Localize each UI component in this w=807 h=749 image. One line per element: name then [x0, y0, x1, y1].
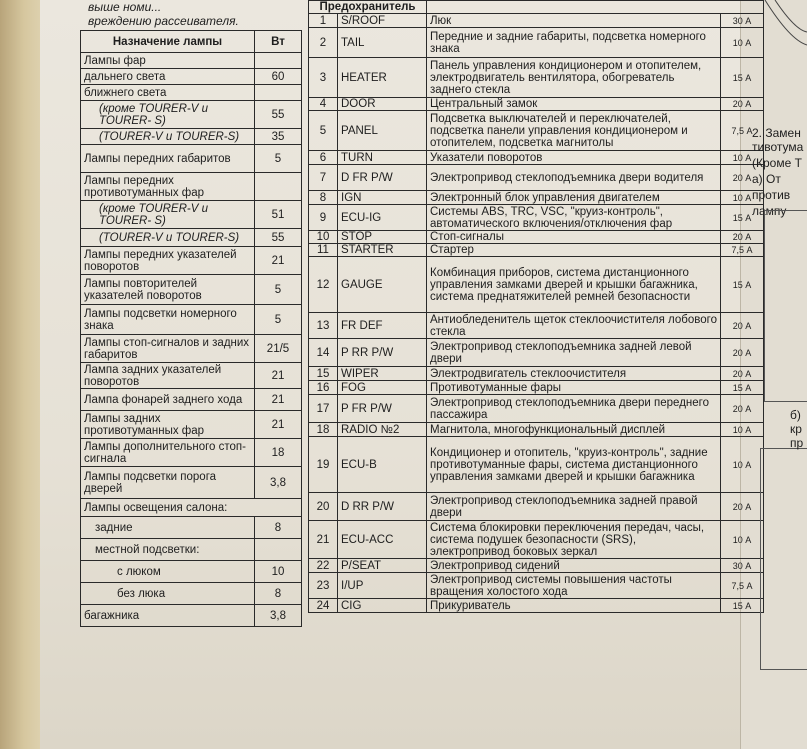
lamp-name: Лампы передних габаритов [81, 145, 255, 173]
side-figure-1 [764, 210, 807, 402]
fuse-amperage: 7,5 А [721, 573, 764, 599]
lamp-row [81, 201, 302, 229]
fuse-number: 21 [309, 521, 338, 559]
fuse-number: 23 [309, 573, 338, 599]
lamp-name: (TOURER-V и TOURER-S) [81, 229, 255, 247]
fuse-code: WIPER [338, 367, 427, 381]
side-text-line: (Кроме Т [752, 156, 802, 170]
fuse-row [309, 437, 764, 493]
lamp-name: Лампы повторителей указателей поворотов [81, 275, 255, 305]
lamp-watts: 51 [255, 201, 302, 229]
lamp-watts: 35 [255, 129, 302, 145]
fuse-description: Стоп-сигналы [427, 231, 721, 244]
fuse-number: 12 [309, 257, 338, 313]
fuse-amperage: 10 А [721, 191, 764, 205]
fuse-number: 4 [309, 98, 338, 111]
fuse-number: 15 [309, 367, 338, 381]
fuse-description: Антиобледенитель щеток стеклоочистителя лобового стекла [427, 313, 721, 339]
lamp-row [81, 467, 302, 499]
fuse-row [309, 367, 764, 381]
fuse-amperage: 10 А [721, 437, 764, 493]
fuse-code: PANEL [338, 111, 427, 151]
fuse-amperage: 7,5 А [721, 111, 764, 151]
side-text-line: против [752, 188, 791, 202]
fuse-code: IGN [338, 191, 427, 205]
lamp-row [81, 517, 302, 539]
lamp-row [81, 363, 302, 389]
fuse-amperage: 7,5 А [721, 244, 764, 257]
lamp-row [81, 101, 302, 129]
fuse-row [309, 573, 764, 599]
fuse-description: Электродвигатель стеклоочистителя [427, 367, 721, 381]
fuse-description: Передние и задние габариты, подсветка номерного знака [427, 28, 721, 58]
fuse-row [309, 339, 764, 367]
side-text-line: б) [790, 408, 801, 422]
fuse-row [309, 313, 764, 339]
fuse-row [309, 521, 764, 559]
lamp-watts: 3,8 [255, 605, 302, 627]
fuse-row [309, 559, 764, 573]
fuse-amperage: 20 А [721, 231, 764, 244]
fuse-row [309, 395, 764, 423]
lamp-name: без люка [81, 583, 255, 605]
fuse-number: 20 [309, 493, 338, 521]
fuse-number: 5 [309, 111, 338, 151]
side-figure-2 [760, 448, 807, 670]
fuse-description: Системы ABS, TRC, VSC, "круиз-контроль", автоматического включения/отключения фар [427, 205, 721, 231]
lamp-name: Лампы стоп-сигналов и задних габаритов [81, 335, 255, 363]
fuse-code: D RR P/W [338, 493, 427, 521]
lamp-watts: 60 [255, 69, 302, 85]
fuse-number: 7 [309, 165, 338, 191]
fuse-code: DOOR [338, 98, 427, 111]
fuse-number: 2 [309, 28, 338, 58]
fuse-code: TURN [338, 151, 427, 165]
fuse-code: GAUGE [338, 257, 427, 313]
lamp-name: дальнего света [81, 69, 255, 85]
lamp-watts: 8 [255, 583, 302, 605]
fuse-amperage: 10 А [721, 423, 764, 437]
lamp-name: Лампы подсветки номерного знака [81, 305, 255, 335]
fuse-row [309, 151, 764, 165]
lamp-row [81, 439, 302, 467]
fuse-amperage: 15 А [721, 381, 764, 395]
fuse-description: Электропривод стеклоподъемника задней правой двери [427, 493, 721, 521]
fuse-number: 1 [309, 14, 338, 28]
fuse-number: 16 [309, 381, 338, 395]
top-note-line: вреждению рассеивателя. [88, 14, 239, 28]
lamp-name: Лампа фонарей заднего хода [81, 389, 255, 411]
lamp-name: Лампы подсветки порога дверей [81, 467, 255, 499]
fuse-amperage: 20 А [721, 367, 764, 381]
fuse-row [309, 165, 764, 191]
fuse-code: D FR P/W [338, 165, 427, 191]
fuse-amperage: 15 А [721, 257, 764, 313]
lamps-table [80, 30, 302, 627]
lamp-name: местной подсветки: [81, 539, 255, 561]
lamp-row [81, 561, 302, 583]
lamp-watts: 21 [255, 363, 302, 389]
lamp-watts: 18 [255, 439, 302, 467]
fuse-amperage: 15 А [721, 599, 764, 613]
lamp-row [81, 85, 302, 101]
fuse-number: 13 [309, 313, 338, 339]
fuse-code: ECU-IG [338, 205, 427, 231]
lamp-row [81, 53, 302, 69]
fuses-table [308, 0, 764, 613]
lamp-watts: 10 [255, 561, 302, 583]
lamp-name: Лампы задних противотуманных фар [81, 411, 255, 439]
lamp-watts: 8 [255, 517, 302, 539]
fuse-row [309, 493, 764, 521]
fuse-code: P/SEAT [338, 559, 427, 573]
side-text-line: лампу [752, 204, 787, 218]
fuse-description: Система блокировки переключения передач, часы, система подушек безопасности (SRS), электропривод боковых зеркал [427, 521, 721, 559]
fuse-row [309, 231, 764, 244]
fuse-row [309, 191, 764, 205]
fuse-row [309, 244, 764, 257]
lamp-watts: 21 [255, 247, 302, 275]
lamp-watts: 3,8 [255, 467, 302, 499]
fuse-row [309, 423, 764, 437]
lamp-watts: 55 [255, 229, 302, 247]
fuse-description: Противотуманные фары [427, 381, 721, 395]
fuse-row [309, 257, 764, 313]
lamp-watts: 55 [255, 101, 302, 129]
fuse-code: FOG [338, 381, 427, 395]
lamp-row [81, 305, 302, 335]
lamp-row [81, 145, 302, 173]
fuse-description: Стартер [427, 244, 721, 257]
lamp-row [81, 247, 302, 275]
fuse-code: CIG [338, 599, 427, 613]
fuse-code: FR DEF [338, 313, 427, 339]
lamp-watts: 21 [255, 411, 302, 439]
lamp-row [81, 275, 302, 305]
lamp-watts [255, 539, 302, 561]
fuse-row [309, 98, 764, 111]
fuse-row [309, 205, 764, 231]
lamp-row [81, 605, 302, 627]
fuse-amperage: 30 А [721, 14, 764, 28]
lamp-name: (TOURER-V и TOURER-S) [81, 129, 255, 145]
fuse-amperage: 20 А [721, 313, 764, 339]
lamp-row [81, 411, 302, 439]
fuse-row [309, 381, 764, 395]
fuse-number: 3 [309, 58, 338, 98]
fuse-number: 18 [309, 423, 338, 437]
fuse-amperage: 20 А [721, 395, 764, 423]
fuse-number: 14 [309, 339, 338, 367]
lamp-row [81, 69, 302, 85]
fuse-code: S/ROOF [338, 14, 427, 28]
fuse-amperage: 10 А [721, 28, 764, 58]
fuse-number: 17 [309, 395, 338, 423]
lamp-name: Лампы передних указателей поворотов [81, 247, 255, 275]
fuse-row [309, 111, 764, 151]
side-text-line: кр [790, 422, 802, 436]
lamp-name: Лампы дополнительного стоп-сигнала [81, 439, 255, 467]
fuse-code: ECU-B [338, 437, 427, 493]
lamp-watts [255, 173, 302, 201]
lamp-row [81, 129, 302, 145]
fuse-number: 22 [309, 559, 338, 573]
lamp-name: Лампы освещения салона: [81, 499, 302, 517]
fuse-code: ECU-ACC [338, 521, 427, 559]
lamp-watts: 5 [255, 305, 302, 335]
fuse-amperage: 15 А [721, 205, 764, 231]
fuse-amperage: 15 А [721, 58, 764, 98]
fuse-number: 11 [309, 244, 338, 257]
fuse-amperage: 10 А [721, 521, 764, 559]
lamp-name: (кроме TOURER-V и TOURER- S) [81, 101, 255, 129]
fuse-description: Комбинация приборов, система дистанционного управления замками дверей и крышки багажника, система преднатяжителей ремней безопасности [427, 257, 721, 313]
lamp-watts [255, 85, 302, 101]
lamp-watts: 21/5 [255, 335, 302, 363]
fuse-description: Электропривод стеклоподъемника двери водителя [427, 165, 721, 191]
fuse-description: Прикуриватель [427, 599, 721, 613]
fuses-header-blank [427, 1, 764, 14]
lamp-name: Лампы фар [81, 53, 255, 69]
fuse-description: Электропривод стеклоподъемника двери переднего пассажира [427, 395, 721, 423]
fuse-number: 19 [309, 437, 338, 493]
fuse-description: Подсветка выключателей и переключателей, подсветка панели управления кондиционером и отопителем, подсветка магнитолы [427, 111, 721, 151]
lamp-watts [255, 53, 302, 69]
side-text-line: пр [790, 436, 804, 450]
side-text-line: тивотума [752, 140, 804, 154]
fuse-row [309, 14, 764, 28]
lamp-watts: 5 [255, 275, 302, 305]
top-note-line: выше номи... [88, 0, 162, 14]
fuse-code: P RR P/W [338, 339, 427, 367]
fuse-number: 10 [309, 231, 338, 244]
fuse-amperage: 20 А [721, 98, 764, 111]
fuse-description: Панель управления кондиционером и отопителем, электродвигатель вентилятора, обогреватель заднего стекла [427, 58, 721, 98]
fuse-row [309, 28, 764, 58]
fuse-description: Электропривод сидений [427, 559, 721, 573]
side-text-line: а) От [752, 172, 781, 186]
lamp-name: Лампа задних указателей поворотов [81, 363, 255, 389]
side-text-line: 2. Замен [752, 126, 801, 140]
fuse-code: TAIL [338, 28, 427, 58]
lamps-header-watts: Вт [255, 31, 302, 53]
fuse-number: 9 [309, 205, 338, 231]
lamp-name: Лампы передних противотуманных фар [81, 173, 255, 201]
fuse-row [309, 58, 764, 98]
lamp-row [81, 389, 302, 411]
fuse-description: Кондиционер и отопитель, "круиз-контроль", задние противотуманные фары, система дистанционного управления замками дверей и крышки багажника [427, 437, 721, 493]
fuse-number: 8 [309, 191, 338, 205]
fuse-amperage: 10 А [721, 151, 764, 165]
lamp-name: задние [81, 517, 255, 539]
fuses-header: Предохранитель [309, 1, 427, 14]
fuse-description: Люк [427, 14, 721, 28]
lamps-header-name: Назначение лампы [81, 31, 255, 53]
lamp-row [81, 335, 302, 363]
fuse-description: Электропривод стеклоподъемника задней левой двери [427, 339, 721, 367]
fuse-code: HEATER [338, 58, 427, 98]
fuse-description: Указатели поворотов [427, 151, 721, 165]
lamp-row [81, 499, 302, 517]
lamp-row [81, 583, 302, 605]
fuse-description: Центральный замок [427, 98, 721, 111]
lamp-name: багажника [81, 605, 255, 627]
lamp-watts: 5 [255, 145, 302, 173]
fuse-code: RADIO №2 [338, 423, 427, 437]
lamp-watts: 21 [255, 389, 302, 411]
fuse-number: 6 [309, 151, 338, 165]
fuse-amperage: 20 А [721, 339, 764, 367]
lamp-row [81, 229, 302, 247]
fuse-code: I/UP [338, 573, 427, 599]
fuse-code: STOP [338, 231, 427, 244]
fuse-amperage: 20 А [721, 493, 764, 521]
lamp-name: (кроме TOURER-V и TOURER- S) [81, 201, 255, 229]
lamp-name: с люком [81, 561, 255, 583]
top-note [88, 0, 268, 28]
fuse-code: STARTER [338, 244, 427, 257]
fuse-code: P FR P/W [338, 395, 427, 423]
fuse-amperage: 20 А [721, 165, 764, 191]
lamp-row [81, 173, 302, 201]
fuse-amperage: 30 А [721, 559, 764, 573]
fuse-description: Электронный блок управления двигателем [427, 191, 721, 205]
diagram-fragment [760, 0, 807, 60]
lamp-row [81, 539, 302, 561]
fuse-number: 24 [309, 599, 338, 613]
lamp-name: ближнего света [81, 85, 255, 101]
fuse-description: Магнитола, многофункциональный дисплей [427, 423, 721, 437]
fuse-description: Электропривод системы повышения частоты вращения холостого хода [427, 573, 721, 599]
fuse-row [309, 599, 764, 613]
